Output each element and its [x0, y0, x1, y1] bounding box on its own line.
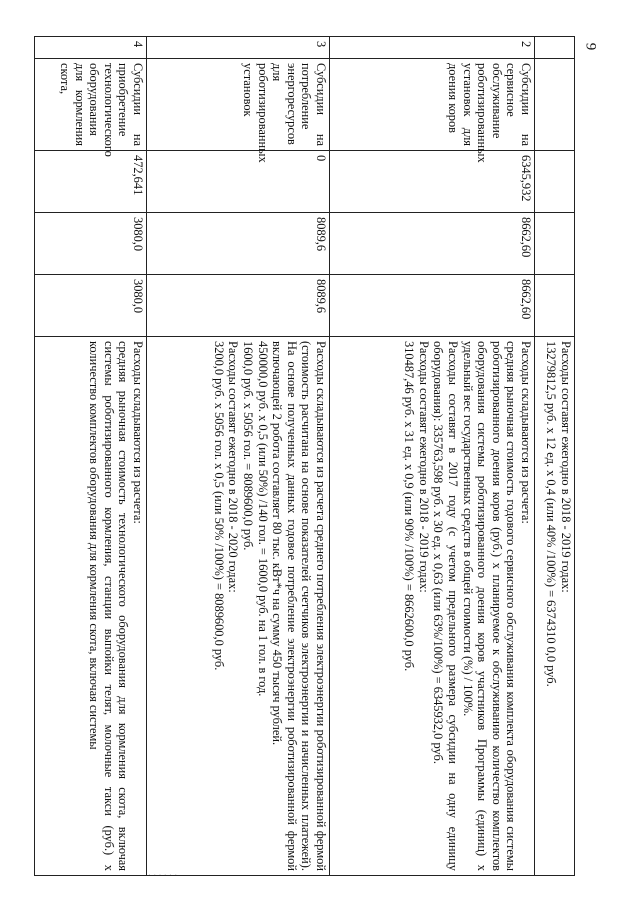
page-number: 9	[582, 42, 599, 51]
desc-line: 13279812,5 руб. х 12 ед. х 0,4 (или 40% /100%) = 6374310 0,0 руб.	[544, 341, 559, 687]
value-2017: 6345,932	[330, 151, 535, 213]
desc-cell	[35, 337, 147, 876]
value-2017: 472,641	[35, 151, 147, 213]
budget-table	[34, 36, 575, 876]
value-2019: 8089,6	[147, 275, 330, 337]
desc-line: 450000,0 руб. х 0,5 (или 50%) /140 гол. = 1600,0 руб. на 1 гол. в год.	[255, 341, 270, 697]
table-row-continuation	[535, 37, 575, 876]
row-number: 2	[330, 37, 535, 59]
desc-line: Расходы складываются из расчета:	[131, 341, 145, 524]
value-cell	[535, 275, 575, 337]
table-row	[147, 37, 330, 876]
row-number: 4	[35, 37, 147, 59]
num-cell	[535, 37, 575, 59]
row-name: Субсидии на приобретение технологического оборудования для кормления скота,	[35, 59, 147, 151]
value-2017: 0	[147, 151, 330, 213]
table-row	[35, 37, 147, 876]
value-2019: 3080,0	[35, 275, 147, 337]
desc-line: 1600,0 руб. х 5056 гол. = 8089600,0 руб.	[241, 341, 256, 551]
desc-cell	[147, 337, 330, 876]
row-number: 3	[147, 37, 330, 59]
budget-table-rotated	[35, 36, 575, 876]
desc-line: Расходы складываются из расчета среднего потребления электроэнергии роботизированной фермой (стоимость расчитана на основе показателей счетчиков электроэнергии и начисленных платежей). На основе полученных данных годовое потребление электроэнергии роботизированной фермой включающей 2 робота составляет 80 тыс. кВт*ч на сумму 450 тысяч рублей.	[270, 341, 328, 871]
value-2018: 8089,6	[147, 213, 330, 275]
name-cell	[535, 59, 575, 151]
desc-cell	[535, 337, 575, 876]
value-2018: 8662,60	[330, 213, 535, 275]
scan-mark: · · · · · ·	[148, 870, 178, 880]
desc-line: Расходы составят ежегодно в 2018 - 2019 годах:	[416, 341, 431, 593]
value-2019: 8662,60	[330, 275, 535, 337]
desc-line: Расходы составят ежегодно в 2018 - 2019 годах:	[559, 341, 573, 593]
desc-line: средняя рыночная стоимость годового сервисного обслуживания комплекта оборудования системы роботизированного доения коров (руб.) х планируемое к обслуживанию количество комплектов оборудования системы роботизированного доения коров участников Программы (единиц) х удельный вес государственных средств в общей стоимости (%) / 100%.	[460, 341, 519, 871]
value-2018: 3080,0	[35, 213, 147, 275]
value-cell	[535, 213, 575, 275]
desc-line: 3200,0 руб. х 5056 гол. х 0,5 (или 50% /100%) = 8089600,0 руб.	[211, 341, 226, 671]
row-name: Субсидии на потребление энергоресурсов для роботизированных установок	[147, 59, 330, 151]
desc-line: Расходы составят в 2017 году (с учетом предельного размера субсидии на одну единицу оборудования): 335763,598 руб. х 30 ед. х 0,63 (или 63%/100%) = 6345932,0 руб.	[431, 341, 461, 871]
desc-line: 310487,46 руб. х 31 ед. х 0,9 (или 90% /100%) = 8662600,0 руб.	[402, 341, 417, 672]
desc-line: Расходы складываются из расчета:	[519, 341, 533, 524]
value-cell	[535, 151, 575, 213]
desc-line: Расходы составят ежегодно в 2018 - 2020 годах:	[226, 341, 241, 593]
table-row	[330, 37, 535, 876]
desc-line: средняя рыночная стоимость технологического оборудования для кормления скота, включая системы роботизированного кормления, станции выпойки телят, молочные такси (руб.) х количество комплектов оборудования для кормления скота, включая системы	[87, 341, 131, 871]
desc-cell	[330, 337, 535, 876]
row-name: Субсидии на сервисное обслуживание роботизированных установок для доения коров	[330, 59, 535, 151]
